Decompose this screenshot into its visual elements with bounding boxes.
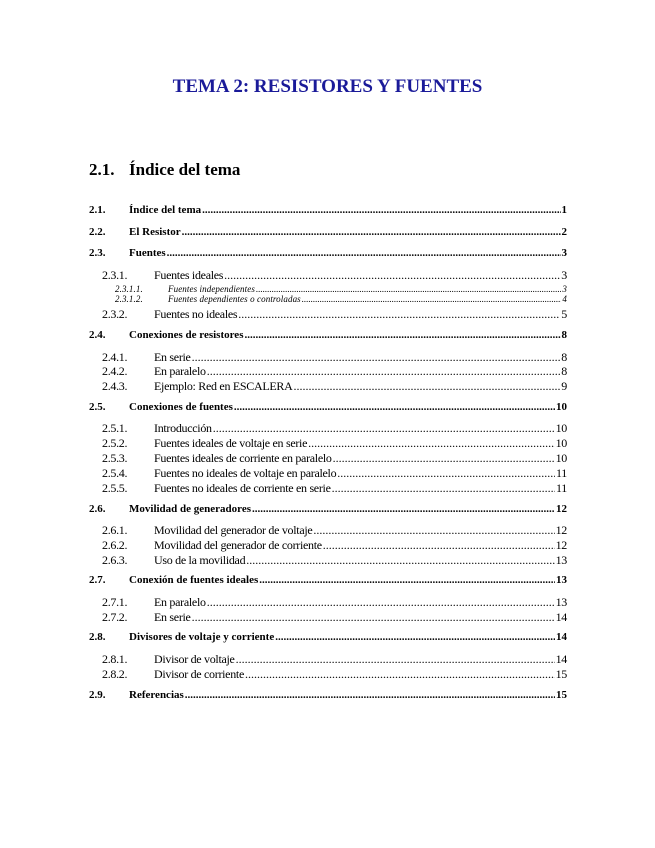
toc-entry[interactable] — [102, 481, 567, 496]
toc-entry[interactable] — [102, 451, 567, 466]
toc-dot-leader — [207, 595, 555, 610]
toc-dot-leader — [244, 329, 560, 341]
toc-entry-page: 10 — [555, 451, 567, 465]
toc-dot-leader — [213, 421, 555, 436]
toc-entry-page: 3 — [562, 284, 567, 294]
toc-entry-title: Fuentes dependientes o controladas — [168, 294, 301, 304]
toc-entry-number: 2.8. — [89, 631, 106, 643]
toc-entry-number: 2.7.1. — [102, 595, 128, 609]
toc-entry[interactable] — [102, 523, 567, 538]
toc-entry[interactable] — [102, 364, 567, 379]
toc-entry-number: 2.5.4. — [102, 466, 128, 480]
toc-entry-number: 2.6.2. — [102, 538, 128, 552]
toc-entry-title: Ejemplo: Red en ESCALERA — [154, 379, 293, 393]
toc-entry-page: 11 — [556, 466, 567, 480]
toc-entry-number: 2.3.1.1. — [115, 284, 143, 294]
toc-dot-leader — [333, 451, 555, 466]
toc-entry-page: 8 — [561, 329, 567, 341]
toc-entry-title: Introducción — [154, 421, 212, 435]
toc-entry-title: Referencias — [129, 689, 184, 701]
toc-dot-leader — [192, 350, 561, 365]
toc-entry[interactable] — [102, 610, 567, 625]
toc-dot-leader — [236, 652, 555, 667]
toc-entry[interactable] — [115, 294, 567, 304]
toc-entry[interactable] — [102, 379, 567, 394]
toc-entry-title: Conexiones de resistores — [129, 329, 244, 341]
toc-dot-leader — [332, 481, 555, 496]
toc-entry-page: 1 — [561, 204, 567, 216]
toc-entry-number: 2.5.3. — [102, 451, 128, 465]
toc-dot-leader — [275, 631, 555, 643]
toc-dot-leader — [192, 610, 555, 625]
toc-entry-title: Fuentes no ideales de voltaje en paralelo — [154, 466, 337, 480]
toc-dot-leader — [308, 436, 554, 451]
toc-entry-number: 2.4.1. — [102, 350, 128, 364]
toc-entry-page: 11 — [556, 481, 567, 495]
toc-entry[interactable] — [102, 652, 567, 667]
toc-entry-number: 2.4.2. — [102, 364, 128, 378]
toc-entry[interactable] — [102, 268, 567, 283]
toc-entry-number: 2.3.1.2. — [115, 294, 143, 304]
toc-entry-number: 2.2. — [89, 226, 106, 238]
toc-entry-number: 2.5. — [89, 401, 106, 413]
toc-dot-leader — [337, 466, 555, 481]
toc-entry-page: 3 — [561, 268, 567, 282]
toc-entry-title: Uso de la movilidad — [154, 553, 246, 567]
toc-entry-title: Fuentes no ideales de corriente en serie — [154, 481, 331, 495]
toc-entry[interactable] — [102, 421, 567, 436]
toc-entry-number: 2.6. — [89, 503, 106, 515]
toc-dot-leader — [182, 226, 561, 238]
toc-entry-page: 12 — [555, 523, 567, 537]
toc-entry-page: 10 — [555, 421, 567, 435]
toc-entry-number: 2.3. — [89, 247, 106, 259]
toc-entry-title: Movilidad de generadores — [129, 503, 252, 515]
toc-entry-page: 13 — [556, 574, 567, 586]
toc-entry-page: 12 — [556, 503, 567, 515]
toc-entry-title: Fuentes ideales — [154, 268, 224, 282]
toc-dot-leader — [234, 401, 555, 413]
toc-entry[interactable] — [102, 466, 567, 481]
toc-entry-page: 14 — [555, 610, 567, 624]
toc-entry[interactable] — [115, 284, 567, 294]
toc-entry-number: 2.7.2. — [102, 610, 128, 624]
toc-entry[interactable] — [89, 503, 567, 515]
toc-dot-leader — [323, 538, 555, 553]
document-title: TEMA 2: RESISTORES Y FUENTES — [172, 76, 483, 97]
toc-entry[interactable] — [102, 595, 567, 610]
toc-entry-title: Fuentes independientes — [168, 284, 255, 294]
toc-entry-page: 14 — [555, 652, 567, 666]
toc-entry-title: En serie — [154, 350, 191, 364]
toc-dot-leader — [256, 284, 561, 294]
toc-entry-number: 2.1. — [89, 204, 106, 216]
toc-entry-title: El Resistor — [129, 226, 181, 238]
toc-entry-number: 2.8.2. — [102, 667, 128, 681]
toc-entry-number: 2.3.1. — [102, 268, 128, 282]
toc-dot-leader — [246, 553, 554, 568]
toc-entry-number: 2.7. — [89, 574, 106, 586]
toc-entry-page: 8 — [561, 364, 567, 378]
section-number: 2.1. — [89, 160, 115, 179]
toc-dot-leader — [252, 503, 555, 515]
toc-entry-title: Divisor de corriente — [154, 667, 244, 681]
toc-dot-leader — [259, 574, 555, 586]
toc-dot-leader — [224, 268, 560, 283]
toc-entry[interactable] — [102, 436, 567, 451]
section-title: Índice del tema — [129, 160, 241, 179]
toc-entry[interactable] — [89, 689, 567, 701]
toc-entry-page: 15 — [555, 667, 567, 681]
toc-entry[interactable] — [102, 538, 567, 553]
toc-entry-page: 15 — [556, 689, 567, 701]
toc-entry-page: 14 — [556, 631, 567, 643]
toc-entry-number: 2.6.1. — [102, 523, 128, 537]
toc-entry-title: En paralelo — [154, 595, 206, 609]
toc-entry-page: 3 — [561, 247, 567, 259]
toc-entry-title: Movilidad del generador de voltaje — [154, 523, 313, 537]
toc-dot-leader — [202, 204, 560, 216]
toc-entry-title: Divisor de voltaje — [154, 652, 235, 666]
toc-entry-title: Fuentes ideales de corriente en paralelo — [154, 451, 332, 465]
toc-entry-page: 10 — [555, 436, 567, 450]
toc-entry[interactable] — [89, 204, 567, 216]
toc-entry-number: 2.4.3. — [102, 379, 128, 393]
toc-entry-title: Conexión de fuentes ideales — [129, 574, 259, 586]
toc-entry-title: En serie — [154, 610, 191, 624]
toc-entry-title: Fuentes no ideales — [154, 307, 238, 321]
toc-entry-number: 2.9. — [89, 689, 106, 701]
toc-entry[interactable] — [102, 553, 567, 568]
toc-entry[interactable] — [102, 667, 567, 682]
toc-entry-page: 9 — [561, 379, 567, 393]
toc-entry-page: 2 — [561, 226, 567, 238]
toc-dot-leader — [207, 364, 561, 379]
toc-entry-title: Divisores de voltaje y corriente — [129, 631, 275, 643]
toc-entry[interactable] — [102, 307, 567, 322]
toc-dot-leader — [238, 307, 560, 322]
toc-entry-number: 2.4. — [89, 329, 106, 341]
toc-entry-title: Movilidad del generador de corriente — [154, 538, 322, 552]
toc-entry[interactable] — [89, 401, 567, 413]
toc-entry-title: En paralelo — [154, 364, 206, 378]
toc-dot-leader — [245, 667, 555, 682]
toc-entry-page: 12 — [555, 538, 567, 552]
toc-entry-number: 2.5.2. — [102, 436, 128, 450]
toc-entry-number: 2.6.3. — [102, 553, 128, 567]
toc-dot-leader — [293, 379, 560, 394]
toc-entry[interactable] — [89, 574, 567, 586]
toc-entry[interactable] — [89, 329, 567, 341]
toc-entry-number: 2.5.1. — [102, 421, 128, 435]
toc-entry-title: Fuentes — [129, 247, 166, 259]
toc-entry-title: Fuentes ideales de voltaje en serie — [154, 436, 308, 450]
toc-entry-page: 8 — [561, 350, 567, 364]
toc-entry[interactable] — [89, 226, 567, 238]
toc-dot-leader — [313, 523, 554, 538]
toc-entry-title: Conexiones de fuentes — [129, 401, 233, 413]
toc-entry-number: 2.5.5. — [102, 481, 128, 495]
toc-entry-title: Índice del tema — [129, 204, 202, 216]
toc-entry-number: 2.3.2. — [102, 307, 128, 321]
toc-entry-page: 4 — [562, 294, 567, 304]
toc-entry-page: 5 — [561, 307, 567, 321]
toc-dot-leader — [185, 689, 555, 701]
toc-entry[interactable] — [89, 631, 567, 643]
toc-entry-page: 10 — [556, 401, 567, 413]
toc-dot-leader — [302, 294, 562, 304]
toc-entry[interactable] — [89, 247, 567, 259]
toc-entry-page: 13 — [555, 595, 567, 609]
toc-entry-number: 2.8.1. — [102, 652, 128, 666]
toc-entry-page: 13 — [555, 553, 567, 567]
toc-dot-leader — [167, 247, 561, 259]
